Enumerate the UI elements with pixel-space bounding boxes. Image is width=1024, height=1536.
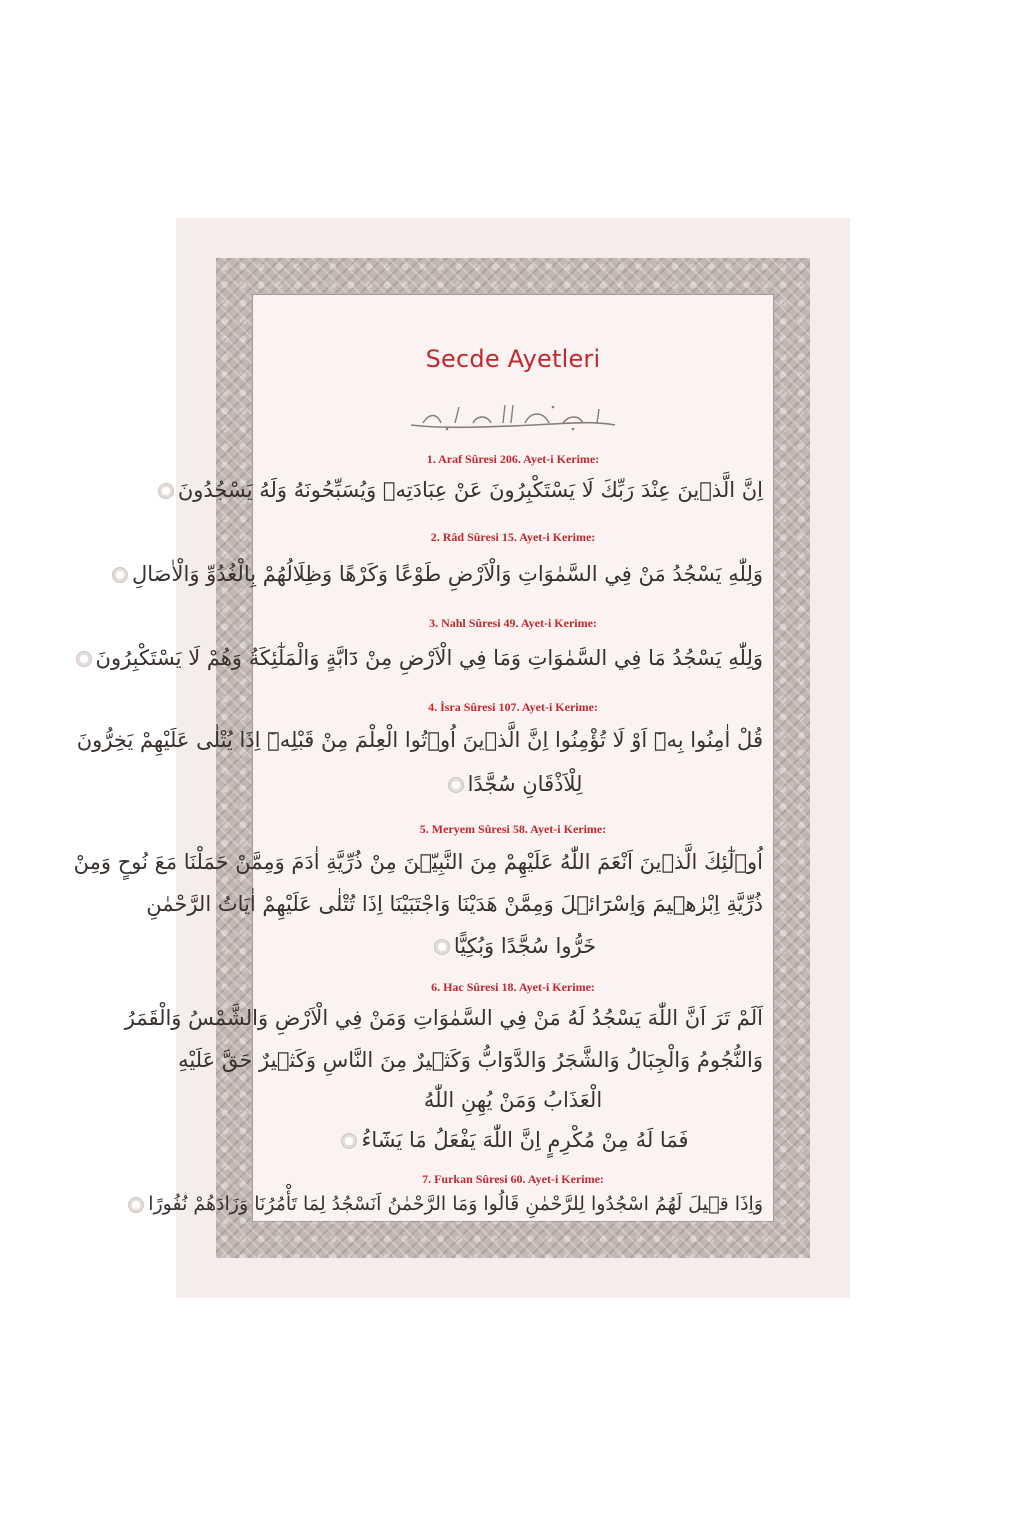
ornamental-border xyxy=(73,258,810,1258)
ayet-heading-6: 6. Hac Sûresi 18. Ayet-i Kerime: xyxy=(431,980,595,994)
verse-end-marker xyxy=(128,1197,144,1213)
ayet-verse-6-line-3: الْعَذَابُ وَمَنْ يُهِنِ اللّٰهُ xyxy=(423,1088,603,1112)
page-title: Secde Ayetleri xyxy=(425,345,601,373)
ayet-verse-5-line-3: خَرُّوا سُجَّدًا وَبُكِيًّا xyxy=(453,934,597,958)
ayet-heading-7: 7. Furkan Sûresi 60. Ayet-i Kerime: xyxy=(422,1172,604,1186)
ayet-verse-3-line-1: وَلِلّٰهِ يَسْجُدُ مَا فِي السَّمٰوَاتِ وَمَا فِي الْاَرْضِ مِنْ دَٓابَّةٍ وَالْمَلٰٓئِكَةُ وَهُمْ لَا يَسْتَكْبِرُونَ xyxy=(95,646,763,670)
verse-end-marker xyxy=(448,777,464,793)
ayet-verse-4-line-2: لِلْاَذْقَانِ سُجَّدًا xyxy=(467,772,583,796)
ayet-verse-3 xyxy=(95,643,763,673)
ayet-verse-1 xyxy=(177,475,763,505)
ayet-heading-3: 3. Nahl Sûresi 49. Ayet-i Kerime: xyxy=(429,616,597,630)
ayet-heading-5: 5. Meryem Sûresi 58. Ayet-i Kerime: xyxy=(419,822,607,836)
verse-end-marker xyxy=(434,939,450,955)
besmele-calligraphy xyxy=(403,399,623,435)
page-card xyxy=(73,218,850,1298)
ayet-verse-7-line-1: وَاِذَا ق۪يلَ لَهُمُ اسْجُدُوا لِلرَّحْمٰنِ قَالُوا وَمَا الرَّحْمٰنُ اَنَسْجُدُ لِمَا تَأْمُرُنَا وَزَادَهُمْ نُفُورًا xyxy=(148,1193,763,1215)
verse-end-marker xyxy=(341,1133,357,1149)
verse-end-marker xyxy=(76,651,92,667)
ayet-verse-1-line-1: اِنَّ الَّذ۪ينَ عِنْدَ رَبِّكَ لَا يَسْتَكْبِرُونَ عَنْ عِبَادَتِه۪ وَيُسَبِّحُونَهُ وَلَهُ يَسْجُدُونَ xyxy=(177,478,763,502)
ayet-verse-5-line-1: اُو۬لٰٓئِكَ الَّذ۪ينَ اَنْعَمَ اللّٰهُ عَلَيْهِمْ مِنَ النَّبِيّ۪نَ مِنْ ذُرِّيَّةِ اٰدَمَ وَمِمَّنْ حَمَلْنَا مَعَ نُوحٍ وَمِنْ xyxy=(73,850,763,874)
ayet-heading-2: 2. Râd Sûresi 15. Ayet-i Kerime: xyxy=(430,530,596,544)
ayet-heading-4: 4. İsra Sûresi 107. Ayet-i Kerime: xyxy=(428,700,598,714)
ayet-verse-6-line-4-wrap xyxy=(263,1125,763,1155)
ayet-verse-6-line-4: فَمَا لَهُ مِنْ مُكْرِمٍ اِنَّ اللّٰهَ يَفْعَلُ مَا يَشَٓاءُ xyxy=(361,1128,689,1152)
ayet-verse-6-line-1: اَلَمْ تَرَ اَنَّ اللّٰهَ يَسْجُدُ لَهُ مَنْ فِي السَّمٰوَاتِ وَمَنْ فِي الْاَرْضِ وَالشَّمْسُ وَالْقَمَرُ xyxy=(124,1006,763,1030)
verse-end-marker xyxy=(112,567,128,583)
ayet-verse-5-line-3-wrap xyxy=(263,931,763,961)
ayet-verse-4-line-2-wrap xyxy=(263,769,763,799)
ayet-verse-2-line-1: وَلِلّٰهِ يَسْجُدُ مَنْ فِي السَّمٰوَاتِ وَالْاَرْضِ طَوْعًا وَكَرْهًا وَظِلَالُهُمْ بِالْغُدُوِّ وَالْاٰصَالِ xyxy=(132,562,763,586)
ayet-verse-6-line-2: وَالنُّجُومُ وَالْجِبَالُ وَالشَّجَرُ وَالدَّوَٓابُّ وَكَث۪يرٌ مِنَ النَّاسِ وَكَث۪يرٌ حَقَّ عَلَيْهِ xyxy=(178,1048,763,1072)
ayet-verse-5-line-2: ذُرِّيَّةِ اِبْرٰه۪يمَ وَاِسْرَٓائ۪لَ وَمِمَّنْ هَدَيْنَا وَاجْتَبَيْنَا اِذَا تُتْلٰى عَلَيْهِمْ اٰيَاتُ الرَّحْمٰنِ xyxy=(146,892,763,916)
ayet-heading-1: 1. Araf Sûresi 206. Ayet-i Kerime: xyxy=(426,452,600,466)
ayet-verse-2 xyxy=(132,559,763,589)
verse-end-marker xyxy=(158,483,174,499)
ayet-verse-7 xyxy=(148,1189,763,1219)
content-panel xyxy=(73,295,773,1221)
ayet-verse-4-line-1: قُلْ اٰمِنُوا بِه۪ٓ اَوْ لَا تُؤْمِنُوا اِنَّ الَّذ۪ينَ اُو۫تُوا الْعِلْمَ مِنْ قَبْلِه۪ٓ اِذَا يُتْلٰى عَلَيْهِمْ يَخِرُّونَ xyxy=(76,728,763,752)
